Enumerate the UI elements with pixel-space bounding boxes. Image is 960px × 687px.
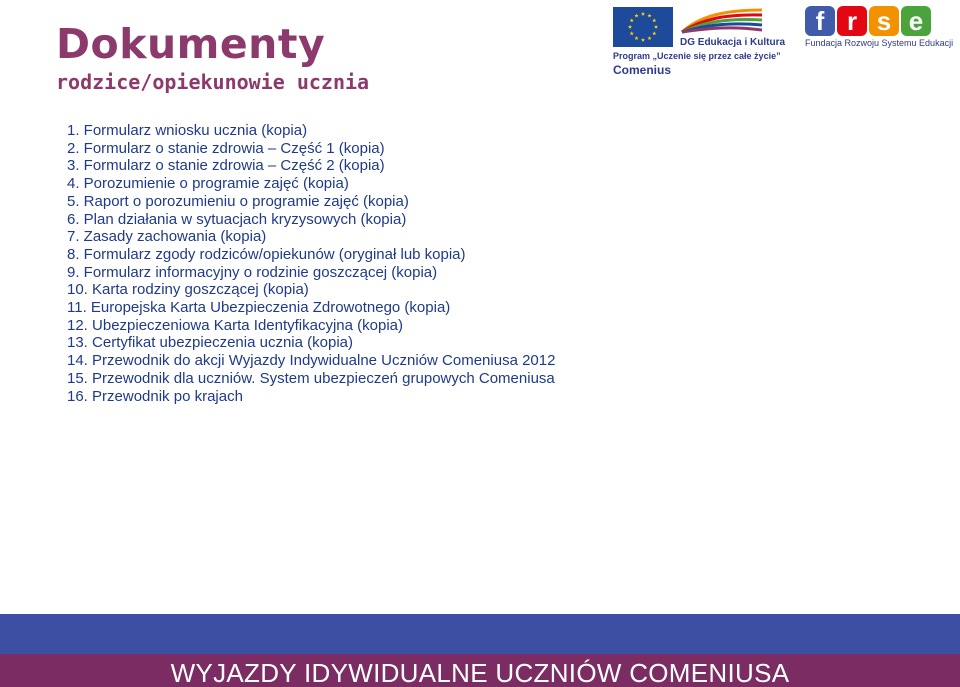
- document-link[interactable]: 1. Formularz wniosku ucznia (kopia): [67, 122, 308, 139]
- document-link[interactable]: 15. Przewodnik dla uczniów. System ubezpieczeń grupowych Comeniusa: [67, 369, 555, 387]
- program-label: Program „Uczenie się przez całe życie”: [613, 51, 781, 61]
- dg-label: DG Edukacja i Kultura: [680, 37, 786, 48]
- footer-band-top: [0, 614, 960, 654]
- document-note: (kopia): [360, 210, 407, 228]
- document-link[interactable]: 13. Certyfikat ubezpieczenia ucznia: [67, 334, 303, 352]
- list-item[interactable]: [67, 352, 555, 370]
- document-link[interactable]: 2. Formularz o stanie zdrowia – Część 1: [67, 139, 335, 157]
- list-item[interactable]: [67, 122, 555, 140]
- list-item[interactable]: [67, 228, 555, 246]
- document-note: (kopia): [302, 334, 353, 352]
- document-link[interactable]: 5. Raport o porozumieniu o programie zajęć: [67, 192, 359, 210]
- list-item[interactable]: [67, 140, 555, 158]
- document-link[interactable]: 12. Ubezpieczeniowa Karta Identyfikacyjna: [67, 316, 353, 334]
- document-note: (kopia): [334, 139, 385, 157]
- list-item[interactable]: [67, 246, 555, 264]
- document-link[interactable]: 9. Formularz informacyjny o rodzinie goszczącej: [67, 263, 388, 281]
- list-item[interactable]: [67, 264, 555, 282]
- document-link[interactable]: 11. Europejska Karta Ubezpieczenia Zdrowotnego: [67, 299, 401, 317]
- list-item[interactable]: [67, 334, 555, 352]
- document-link[interactable]: 14. Przewodnik do akcji Wyjazdy Indywidualne Uczniów Comeniusa 2012: [67, 352, 556, 370]
- document-link[interactable]: 10. Karta rodziny goszczącej: [67, 281, 259, 299]
- list-item[interactable]: [67, 175, 555, 193]
- list-item[interactable]: [67, 193, 555, 211]
- page-title: Dokumenty: [56, 20, 326, 68]
- document-link[interactable]: 16. Przewodnik po krajach: [67, 387, 243, 405]
- document-note: (kopia): [258, 281, 309, 299]
- document-link[interactable]: 6. Plan działania w sytuacjach kryzysowych: [67, 210, 361, 228]
- document-note: (kopia): [298, 175, 349, 193]
- frse-logo-icon: [805, 4, 933, 38]
- document-note: (kopia): [353, 316, 404, 334]
- document-note: (oryginał lub kopia): [334, 245, 466, 263]
- document-link[interactable]: 7. Zasady zachowania: [67, 228, 217, 246]
- dg-swoosh-icon: [680, 6, 764, 36]
- frse-label: Fundacja Rozwoju Systemu Edukacji: [805, 38, 954, 48]
- eu-flag-icon: [613, 7, 673, 47]
- document-list: [67, 122, 555, 405]
- document-link[interactable]: 3. Formularz o stanie zdrowia – Część 2: [67, 157, 335, 175]
- document-note: (kopia): [387, 263, 438, 281]
- page-subtitle: rodzice/opiekunowie ucznia: [56, 70, 370, 94]
- list-item[interactable]: [67, 388, 555, 406]
- document-note: (kopia): [216, 228, 267, 246]
- document-note: (kopia): [358, 192, 409, 210]
- comenius-label: Comenius: [613, 63, 672, 77]
- list-item[interactable]: [67, 299, 555, 317]
- list-item[interactable]: [67, 281, 555, 299]
- list-item[interactable]: [67, 317, 555, 335]
- list-item[interactable]: [67, 157, 555, 175]
- svg-text:s: s: [876, 6, 892, 36]
- document-link[interactable]: 4. Porozumienie o programie zajęć: [67, 175, 299, 193]
- list-item[interactable]: [67, 370, 555, 388]
- svg-text:e: e: [908, 6, 924, 36]
- svg-text:r: r: [846, 6, 858, 36]
- logo-area: [0, 0, 960, 90]
- footer-title: WYJAZDY IDYWIDUALNE UCZNIÓW COMENIUSA: [170, 658, 790, 687]
- document-link[interactable]: 8. Formularz zgody rodziców/opiekunów: [67, 245, 335, 263]
- svg-text:f: f: [815, 6, 825, 36]
- list-item[interactable]: [67, 211, 555, 229]
- document-note: (kopia): [334, 157, 385, 175]
- document-note: (kopia): [400, 299, 451, 317]
